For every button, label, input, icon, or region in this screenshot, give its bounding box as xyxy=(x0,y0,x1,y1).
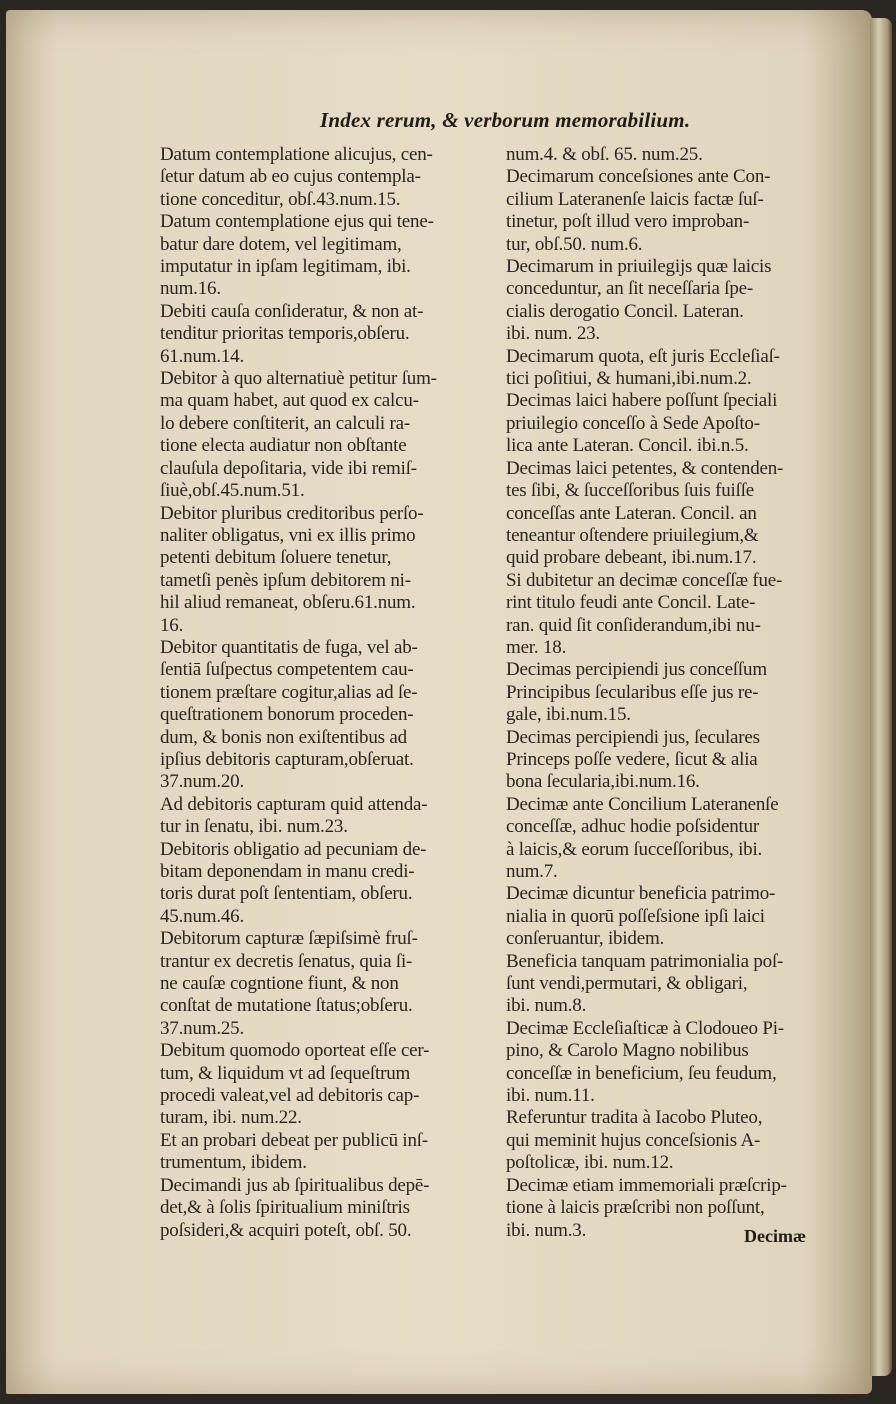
entry-line: tionem præſtare cogitur,alias ad ſe- xyxy=(160,681,418,703)
entry-line: toris durat poſt ſententiam, obſeru. xyxy=(160,883,413,905)
index-entry xyxy=(506,1107,840,1174)
entry-line: Debitor pluribus creditoribus perſo- xyxy=(160,502,424,524)
entry-line: conſeruantur, ibidem. xyxy=(506,928,665,950)
entry-line: poſtolicæ, ibi. num.12. xyxy=(506,1152,674,1174)
index-entry xyxy=(506,794,840,884)
entry-line: Decimæ ante Concilium Lateranenſe xyxy=(506,793,779,815)
entry-line: lica ante Lateran. Concil. ibi.n.5. xyxy=(506,435,749,457)
index-entry xyxy=(160,144,498,211)
entry-line: Debitoris obligatio ad pecuniam de- xyxy=(160,838,427,860)
entry-line: Decimas laici habere poſſunt ſpeciali xyxy=(506,390,778,412)
entry-line: Decimas laici petentes, & contenden- xyxy=(506,457,784,479)
entry-line: Debitor quantitatis de fuga, vel ab- xyxy=(160,636,418,658)
index-entry xyxy=(160,301,498,368)
entry-line: tur, obſ.50. num.6. xyxy=(506,233,643,255)
entry-line: lo debere conſtiterit, an calculi ra- xyxy=(160,412,411,434)
entry-line: ne cauſæ cogntione fiunt, & non xyxy=(160,973,399,995)
index-entry xyxy=(506,883,840,950)
index-entry xyxy=(506,1018,840,1108)
entry-line: Decimæ Eccleſiaſticæ à Clodoueo Pi- xyxy=(506,1017,784,1039)
entry-line: queſtrationem bonorum proceden- xyxy=(160,704,414,726)
entry-line: ibi. num. 23. xyxy=(506,323,600,345)
entry-line: priuilegio conceſſo à Sede Apoſto- xyxy=(506,412,760,434)
index-entry xyxy=(506,346,840,391)
entry-line: dum, & bonis non exiſtentibus ad xyxy=(160,726,407,748)
entry-line: ipſius debitoris capturam,obſeruat. xyxy=(160,748,414,770)
entry-line: teneantur oſtendere priuilegium,& xyxy=(506,524,759,546)
entry-line: Referuntur tradita à Iacobo Pluteo, xyxy=(506,1107,763,1129)
entry-line: Decimandi jus ab ſpiritualibus depē- xyxy=(160,1174,430,1196)
entry-line: tione electa audiatur non obſtante xyxy=(160,435,407,457)
index-entry xyxy=(160,928,498,1040)
entry-line: cialis derogatio Concil. Lateran. xyxy=(506,300,744,322)
entry-line: Decimarum conceſsiones ante Con- xyxy=(506,166,771,188)
entry-line: ibi. num.3. xyxy=(506,1219,587,1241)
entry-line: Princeps poſſe vedere, ſicut & alia xyxy=(506,748,758,770)
index-column-left xyxy=(160,144,498,1242)
entry-line: tametſi penès ipſum debitorem ni- xyxy=(160,569,411,591)
entry-line: Debitorum capturæ ſæpiſsimè fruſ- xyxy=(160,928,418,950)
entry-line: tione conceditur, obſ.43.num.15. xyxy=(160,188,401,210)
entry-line: ran. quid ſit conſiderandum,ibi nu- xyxy=(506,614,761,636)
entry-line: tici poſitiui, & humani,ibi.num.2. xyxy=(506,368,752,390)
index-entry xyxy=(506,458,840,570)
entry-line: gale, ibi.num.15. xyxy=(506,704,631,726)
entry-line: det,& à ſolis ſpiritualium miniſtris xyxy=(160,1197,410,1219)
entry-line: 37.num.20. xyxy=(160,771,245,793)
entry-line: 61.num.14. xyxy=(160,345,245,367)
entry-line: Datum contemplatione alicujus, cen- xyxy=(160,144,433,165)
entry-line: 16. xyxy=(160,614,184,636)
entry-line: cilium Lateranenſe laicis factæ ſuſ- xyxy=(506,188,764,210)
entry-line: conceſſas ante Lateran. Concil. an xyxy=(506,502,757,524)
entry-line: naliter obligatus, vni ex illis primo xyxy=(160,524,416,546)
page-fore-edge xyxy=(870,18,892,1376)
index-entry xyxy=(160,794,498,839)
entry-line: imputatur in ipſam legitimam, ibi. xyxy=(160,256,411,278)
entry-line: Debitor à quo alternatiuè petitur ſum- xyxy=(160,368,437,390)
entry-line: Decimarum in priuilegijs quæ laicis xyxy=(506,256,772,278)
entry-line: petenti debitum ſoluere tenetur, xyxy=(160,547,392,569)
index-entry xyxy=(506,166,840,256)
entry-line: quid probare debeant, ibi.num.17. xyxy=(506,547,757,569)
entry-line: tur in ſenatu, ibi. num.23. xyxy=(160,816,348,838)
index-entry xyxy=(506,951,840,1018)
index-entry xyxy=(160,1130,498,1175)
entry-line: trantur ex decretis ſenatus, quia ſi- xyxy=(160,950,413,972)
entry-line: Decimas percipiendi jus conceſſum xyxy=(506,659,767,681)
entry-line: ibi. num.11. xyxy=(506,1085,595,1107)
entry-line: rint titulo feudi ante Concil. Late- xyxy=(506,592,756,614)
entry-line: num.7. xyxy=(506,861,558,882)
entry-line: Beneficia tanquam patrimonialia poſ- xyxy=(506,950,784,972)
index-entry xyxy=(506,570,840,660)
entry-line: mer. 18. xyxy=(506,636,567,658)
entry-line: ſentiā ſuſpectus competentem cau- xyxy=(160,659,414,681)
entry-line: conſtat de mutatione ſtatus;obſeru. xyxy=(160,995,413,1017)
entry-line: Datum contemplatione ejus qui tene- xyxy=(160,211,434,233)
entry-line: Decimarum quota, eſt juris Eccleſiaſ- xyxy=(506,345,780,367)
entry-line: ma quam habet, aut quod ex calcu- xyxy=(160,390,419,412)
index-entry xyxy=(160,1040,498,1130)
index-entry xyxy=(160,503,498,637)
entry-line: tenditur prioritas temporis,obſeru. xyxy=(160,323,410,345)
entry-line: ſunt vendi,permutari, & obligari, xyxy=(506,973,748,995)
entry-line: nialia in quorū poſſeſsione ipſi laici xyxy=(506,905,765,927)
entry-line: clauſula depoſitaria, vide ibi remiſ- xyxy=(160,457,417,479)
entry-line: tes ſibi, & ſucceſſoribus ſuis fuiſſe xyxy=(506,480,755,502)
entry-line: ſetur datum ab eo cujus contempla- xyxy=(160,166,421,188)
entry-line: conceſſæ, adhuc hodie poſsidentur xyxy=(506,816,759,838)
entry-line: ibi. num.8. xyxy=(506,995,587,1017)
index-entry xyxy=(506,390,840,457)
bleed-through-offset xyxy=(150,1232,390,1256)
entry-line: hil aliud remaneat, obſeru.61.num. xyxy=(160,592,416,614)
entry-line: tione à laicis præſcribi non poſſunt, xyxy=(506,1197,765,1219)
index-column-right xyxy=(506,144,840,1242)
index-entry xyxy=(506,727,840,794)
entry-line: à laicis,& eorum ſucceſſoribus, ibi. xyxy=(506,838,763,860)
entry-line: conceſſæ in beneficium, ſeu feudum, xyxy=(506,1062,777,1084)
entry-line: qui meminit hujus conceſsionis A- xyxy=(506,1129,761,1151)
entry-line: num.16. xyxy=(160,278,221,300)
entry-line: num.4. & obſ. 65. num.25. xyxy=(506,144,703,165)
entry-line: Decimas percipiendi jus, ſeculares xyxy=(506,726,760,748)
entry-line: bitam deponendam in manu credi- xyxy=(160,861,415,882)
entry-line: turam, ibi. num.22. xyxy=(160,1107,302,1129)
entry-line: Et an probari debeat per publicū inſ- xyxy=(160,1129,428,1151)
index-entry xyxy=(506,256,840,346)
entry-line: conceduntur, an ſit neceſſaria ſpe- xyxy=(506,278,754,300)
entry-line: 45.num.46. xyxy=(160,905,245,927)
entry-line: bona ſecularia,ibi.num.16. xyxy=(506,771,700,793)
entry-line: Decimæ dicuntur beneficia patrimo- xyxy=(506,883,776,905)
entry-line: Debiti cauſa conſideratur, & non at- xyxy=(160,300,424,322)
index-entry xyxy=(160,637,498,794)
entry-line: tum, & liquidum vt ad ſequeſtrum xyxy=(160,1062,411,1084)
entry-line: batur dare dotem, vel legitimam, xyxy=(160,233,402,255)
entry-line: Principibus ſecularibus eſſe jus re- xyxy=(506,681,759,703)
entry-line: pino, & Carolo Magno nobilibus xyxy=(506,1040,749,1062)
index-entry xyxy=(506,144,840,166)
catchword: Decimæ xyxy=(744,1226,806,1246)
index-entry xyxy=(160,211,498,301)
entry-line: trumentum, ibidem. xyxy=(160,1152,307,1174)
entry-line: Si dubitetur an decimæ conceſſæ fue- xyxy=(506,569,783,591)
index-entry xyxy=(506,659,840,726)
entry-line: 37.num.25. xyxy=(160,1017,245,1039)
index-entry xyxy=(160,368,498,502)
entry-line: Debitum quomodo oporteat eſſe cer- xyxy=(160,1040,430,1062)
running-head: Index rerum, & verborum memorabilium. xyxy=(320,108,691,132)
index-entry xyxy=(160,839,498,929)
entry-line: Ad debitoris capturam quid attenda- xyxy=(160,793,428,815)
entry-line: Decimæ etiam immemoriali præſcrip- xyxy=(506,1174,787,1196)
entry-line: procedi valeat,vel ad debitoris cap- xyxy=(160,1085,420,1107)
entry-line: poſsideri,& acquiri poteſt, obſ. 50. xyxy=(160,1219,412,1241)
entry-line: tinetur, poſt illud vero improban- xyxy=(506,211,750,233)
entry-line: ſiuè,obſ.45.num.51. xyxy=(160,480,305,502)
